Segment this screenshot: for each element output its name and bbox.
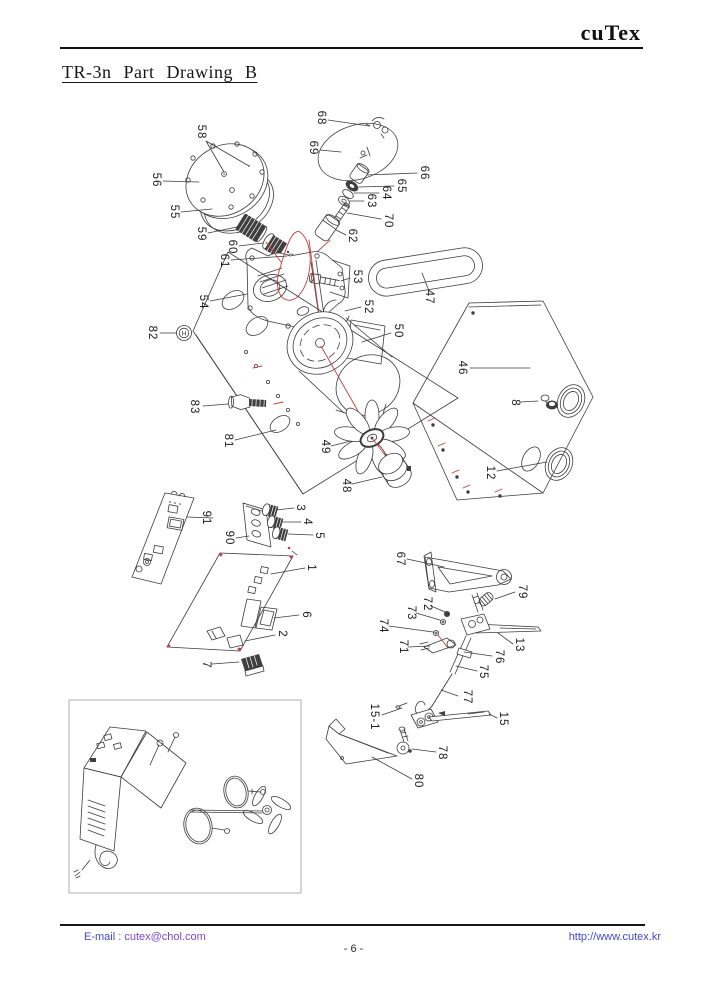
part-label-61: 61 xyxy=(218,253,230,269)
part-label-82: 82 xyxy=(146,325,158,341)
part-clamp-assembly xyxy=(461,593,490,635)
part-label-48: 48 xyxy=(340,478,352,494)
part-label-5: 5 xyxy=(313,532,325,540)
part-bracket-80 xyxy=(326,719,397,764)
part-clamp-68 xyxy=(366,117,388,138)
footer-email[interactable] xyxy=(84,931,206,943)
part-washer-73 xyxy=(440,619,445,624)
part-label-79: 79 xyxy=(516,584,528,600)
part-bolt-83 xyxy=(228,394,266,411)
part-bar-15 xyxy=(429,711,491,721)
email-address[interactable]: cutex@chol.com xyxy=(124,931,206,943)
inset-assembled-view xyxy=(69,700,301,893)
part-label-1: 1 xyxy=(305,564,317,572)
part-label-15-1: 15-1 xyxy=(368,703,380,731)
part-label-81: 81 xyxy=(222,433,234,449)
part-label-53: 53 xyxy=(351,269,363,285)
part-label-66: 66 xyxy=(418,165,430,181)
part-label-55: 55 xyxy=(168,204,180,220)
part-pcb-91 xyxy=(132,491,194,584)
part-label-47: 47 xyxy=(423,289,435,305)
part-label-68: 68 xyxy=(315,110,327,126)
part-label-62: 62 xyxy=(346,228,358,244)
part-label-60: 60 xyxy=(226,239,238,255)
part-label-65: 65 xyxy=(395,178,407,194)
page-number: - 6 - xyxy=(343,943,364,955)
part-label-71: 71 xyxy=(397,639,409,655)
part-label-64: 64 xyxy=(380,185,392,201)
part-label-58: 58 xyxy=(195,124,207,140)
part-label-13: 13 xyxy=(513,637,525,653)
footer-website[interactable]: http://www.cutex.kr xyxy=(568,931,661,943)
part-shaft-75-76 xyxy=(450,636,472,674)
part-panel-1 xyxy=(167,553,293,651)
part-label-91: 91 xyxy=(200,510,212,526)
part-label-73: 73 xyxy=(405,605,417,621)
part-label-54: 54 xyxy=(197,294,209,310)
part-label-46: 46 xyxy=(456,360,468,376)
part-label-75: 75 xyxy=(477,664,489,680)
svg-text:H: H xyxy=(181,331,187,338)
part-label-4: 4 xyxy=(301,518,313,526)
part-label-76: 76 xyxy=(493,649,505,665)
part-label-7: 7 xyxy=(200,661,212,669)
part-label-74: 74 xyxy=(377,618,389,634)
part-label-80: 80 xyxy=(412,773,424,789)
inset-propeller xyxy=(190,784,293,835)
part-label-8: 8 xyxy=(509,399,521,407)
part-label-52: 52 xyxy=(362,299,374,315)
part-label-59: 59 xyxy=(195,226,207,242)
part-label-12: 12 xyxy=(484,465,496,481)
inset-border xyxy=(69,700,301,893)
part-label-63: 63 xyxy=(365,193,377,209)
part-bolt-82 xyxy=(177,326,192,341)
part-lever-71 xyxy=(420,638,456,653)
part-spring-79 xyxy=(477,591,494,608)
part-label-6: 6 xyxy=(300,611,312,619)
part-coil-77 xyxy=(415,674,452,714)
part-label-70: 70 xyxy=(382,213,394,229)
part-label-50: 50 xyxy=(392,323,404,339)
part-label-72: 72 xyxy=(421,596,433,612)
part-plate-56 xyxy=(172,128,282,234)
part-bracket-67 xyxy=(424,552,512,592)
brand-logo: cuTex xyxy=(580,20,641,45)
part-label-83: 83 xyxy=(188,399,200,415)
part-label-78: 78 xyxy=(436,745,448,761)
part-washer-74 xyxy=(433,630,448,648)
part-label-77: 77 xyxy=(461,689,473,705)
part-connector-7 xyxy=(241,654,264,676)
part-screw-78 xyxy=(397,727,412,754)
inset-machine-body xyxy=(80,727,186,851)
part-knob-8 xyxy=(541,395,558,410)
part-label-69: 69 xyxy=(307,140,319,156)
part-label-15: 15 xyxy=(497,711,509,727)
email-label: E-mail : xyxy=(84,931,122,943)
part-label-90: 90 xyxy=(223,530,235,546)
part-label-56: 56 xyxy=(150,172,162,188)
part-label-49: 49 xyxy=(319,439,331,455)
part-label-3: 3 xyxy=(294,504,306,512)
page-title: TR-3n Part Drawing B xyxy=(62,62,258,82)
part-label-67: 67 xyxy=(394,551,406,567)
inset-spools xyxy=(150,733,266,847)
part-knob-3 xyxy=(261,503,278,518)
footer-rule xyxy=(60,924,645,926)
part-label-2: 2 xyxy=(276,630,288,638)
